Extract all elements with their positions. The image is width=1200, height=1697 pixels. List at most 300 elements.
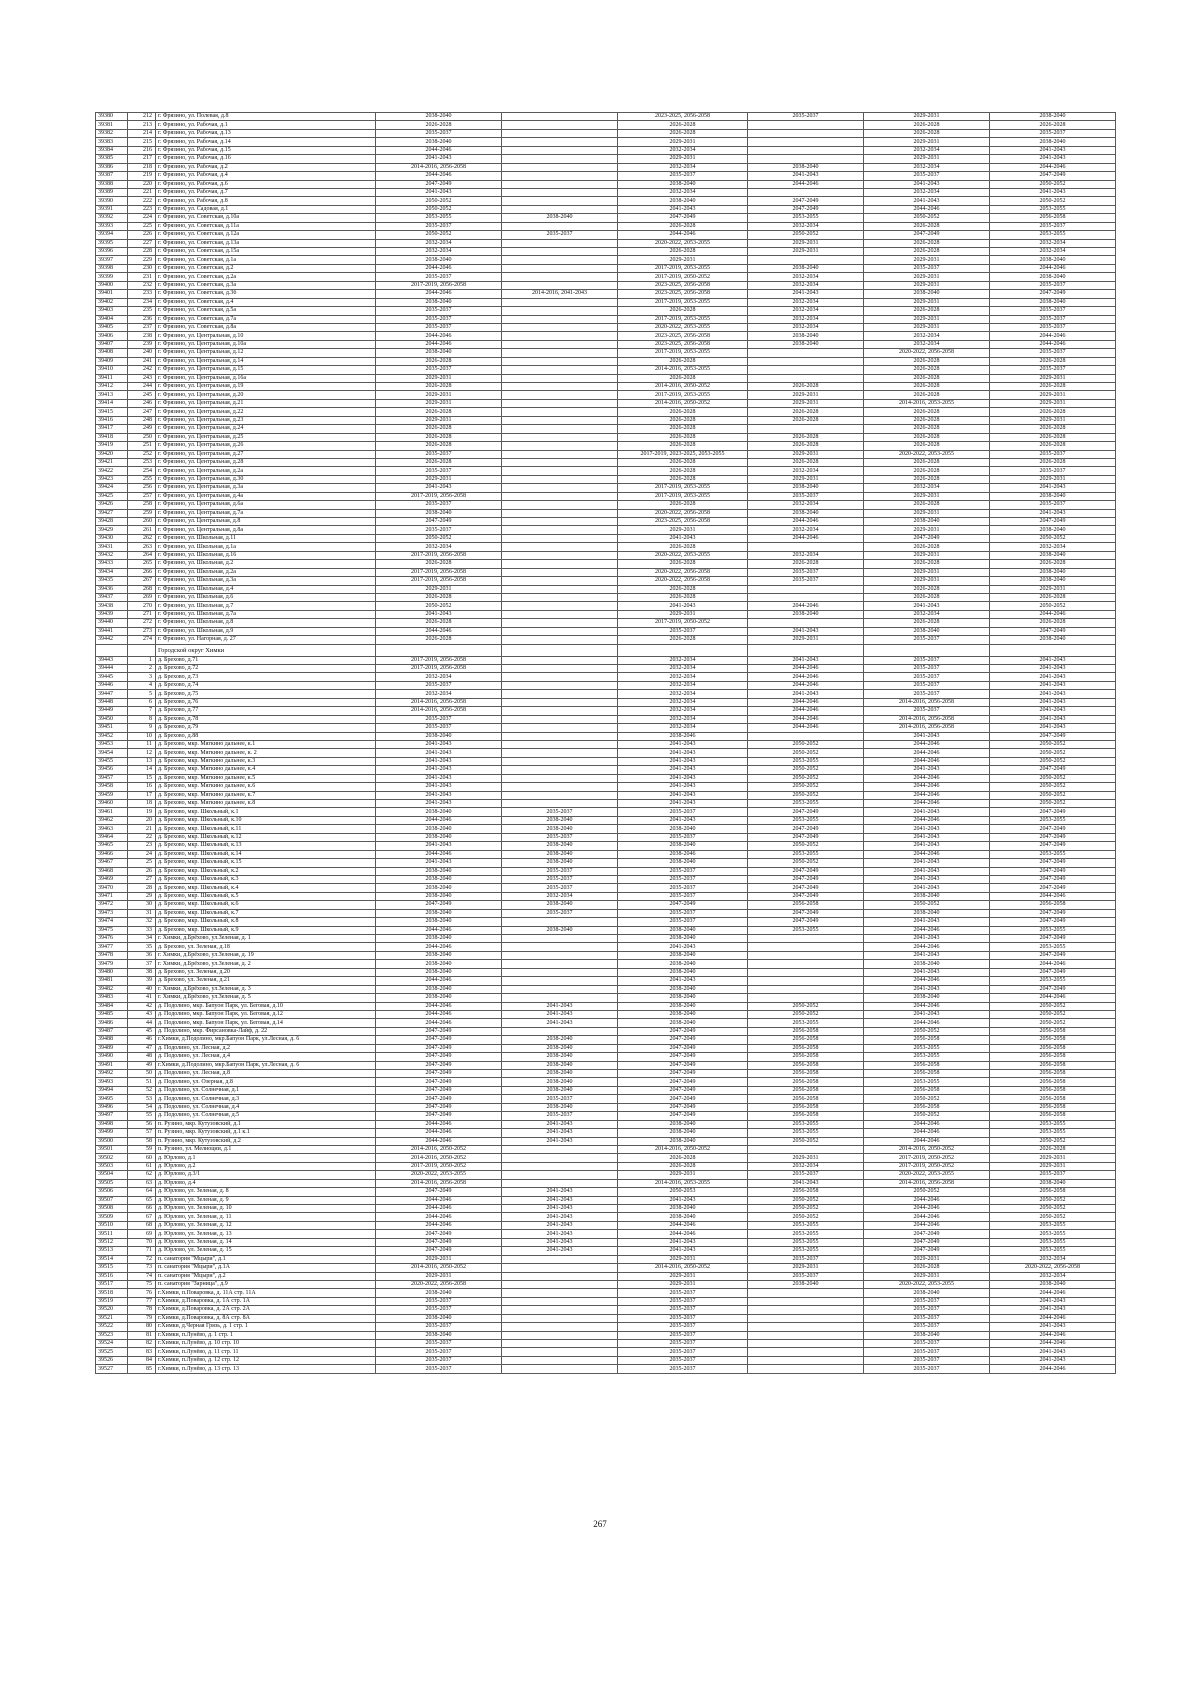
period-cell-6: 2050-2052 [990, 800, 1116, 808]
row-number-cell: 15 [128, 774, 156, 782]
period-cell-2 [502, 977, 618, 985]
period-cell-3: 2035-2037 [618, 1306, 748, 1314]
address-cell: г. Фрязино, ул. Школьная, д.16 [156, 551, 376, 559]
address-cell: д. Брехово, д.74 [156, 681, 376, 689]
row-number-cell: 9 [128, 724, 156, 732]
registry-id-cell: 39472 [96, 901, 128, 909]
registry-id-cell: 39507 [96, 1196, 128, 1204]
row-number-cell: 78 [128, 1306, 156, 1314]
period-cell-4: 2056-2058 [748, 1086, 864, 1094]
table-row [96, 926, 1116, 934]
table-row [96, 698, 1116, 706]
table-row [96, 665, 1116, 673]
registry-id-cell: 39499 [96, 1129, 128, 1137]
period-cell-2: 2038-2040 [502, 926, 618, 934]
period-cell-5: 2050-2052 [864, 214, 990, 222]
period-cell-2 [502, 1255, 618, 1263]
period-cell-4 [748, 951, 864, 959]
period-cell-2 [502, 602, 618, 610]
period-cell-3: 2038-2040 [618, 842, 748, 850]
period-cell-6: 2035-2037 [990, 323, 1116, 331]
period-cell-2 [502, 994, 618, 1002]
row-number-cell: 10 [128, 732, 156, 740]
period-cell-1: 2050-2052 [376, 231, 502, 239]
registry-id-cell: 39497 [96, 1112, 128, 1120]
period-cell-1: 2029-2031 [376, 1255, 502, 1263]
period-cell-4 [748, 256, 864, 264]
period-cell-2: 2014-2016, 2041-2043 [502, 290, 618, 298]
period-cell-4 [748, 985, 864, 993]
registry-id-cell: 39461 [96, 808, 128, 816]
row-number-cell: 253 [128, 458, 156, 466]
period-cell-5: 2029-2031 [864, 577, 990, 585]
period-cell-4: 2032-2034 [748, 273, 864, 281]
address-cell: г. Фрязино, ул. Советская, д.15а [156, 248, 376, 256]
row-number-cell: 270 [128, 602, 156, 610]
registry-id-cell: 39484 [96, 1002, 128, 1010]
address-cell: г. Фрязино, ул. Центральная, д.22 [156, 408, 376, 416]
period-cell-1: 2041-2043 [376, 610, 502, 618]
address-cell: г. Фрязино, ул. Школьная, д.6 [156, 593, 376, 601]
table-row [96, 399, 1116, 407]
period-cell-1: 2047-2049 [376, 1238, 502, 1246]
row-number-cell: 29 [128, 892, 156, 900]
table-row [96, 602, 1116, 610]
period-cell-4: 2041-2043 [748, 627, 864, 635]
period-cell-1: 2044-2046 [376, 1221, 502, 1229]
period-cell-1: 2029-2031 [376, 585, 502, 593]
period-cell-6: 2041-2043 [990, 690, 1116, 698]
period-cell-1: 2035-2037 [376, 1340, 502, 1348]
table-row [96, 867, 1116, 875]
period-cell-3: 2032-2034 [618, 715, 748, 723]
period-cell-1: 2041-2043 [376, 774, 502, 782]
period-cell-1: 2038-2040 [376, 968, 502, 976]
period-cell-4: 2035-2037 [748, 113, 864, 121]
period-cell-1: 2032-2034 [376, 543, 502, 551]
address-cell: д. Юрлово, ул. Зеленая, д. 14 [156, 1238, 376, 1246]
period-cell-3: 2026-2028 [618, 416, 748, 424]
period-cell-5: 2026-2028 [864, 408, 990, 416]
period-cell-6: 2029-2031 [990, 585, 1116, 593]
registry-id-cell: 39392 [96, 214, 128, 222]
period-cell-1: 2035-2037 [376, 129, 502, 137]
period-cell-3: 2032-2034 [618, 673, 748, 681]
period-cell-4: 2026-2028 [748, 458, 864, 466]
table-row [96, 484, 1116, 492]
period-cell-2 [502, 349, 618, 357]
period-cell-5: 2044-2046 [864, 926, 990, 934]
address-cell: г. Фрязино, ул. Центральная, д.10 [156, 332, 376, 340]
period-cell-6: 2047-2049 [990, 875, 1116, 883]
table-row [96, 749, 1116, 757]
address-cell: г. Фрязино, ул. Центральная, д.25 [156, 433, 376, 441]
period-cell-1: 2035-2037 [376, 315, 502, 323]
period-cell-1: 2035-2037 [376, 1297, 502, 1305]
period-cell-4 [748, 732, 864, 740]
period-cell-5: 2047-2049 [864, 231, 990, 239]
period-cell-3: 2014-2016, 2050-2052 [618, 383, 748, 391]
period-cell-2: 2035-2037 [502, 884, 618, 892]
period-cell-1 [376, 644, 502, 656]
row-number-cell: 84 [128, 1356, 156, 1364]
period-cell-1: 2038-2040 [376, 875, 502, 883]
table-row [96, 774, 1116, 782]
registry-id-cell: 39487 [96, 1027, 128, 1035]
period-cell-4 [748, 644, 864, 656]
registry-id-cell: 39434 [96, 568, 128, 576]
address-cell: д. Брехово, д.75 [156, 690, 376, 698]
period-cell-3: 2026-2028 [618, 1154, 748, 1162]
register-sheet [95, 112, 1115, 1374]
row-number-cell: 20 [128, 816, 156, 824]
period-cell-4: 2050-2052 [748, 740, 864, 748]
period-cell-3: 2041-2043 [618, 602, 748, 610]
period-cell-5: 2032-2034 [864, 610, 990, 618]
period-cell-4 [748, 155, 864, 163]
table-row [96, 391, 1116, 399]
period-cell-5: 2032-2034 [864, 484, 990, 492]
row-number-cell: 30 [128, 901, 156, 909]
table-row [96, 273, 1116, 281]
row-number-cell: 233 [128, 290, 156, 298]
address-cell: г. Фрязино, ул. Школьная, д.2 [156, 560, 376, 568]
table-row [96, 315, 1116, 323]
period-cell-5: 2050-2052 [864, 1095, 990, 1103]
address-cell: г. Фрязино, ул. Рабочая, д.7 [156, 188, 376, 196]
period-cell-1: 2026-2028 [376, 619, 502, 627]
period-cell-6: 2050-2052 [990, 180, 1116, 188]
period-cell-3: 2038-2040 [618, 1019, 748, 1027]
period-cell-5: 2041-2043 [864, 884, 990, 892]
period-cell-5: 2044-2046 [864, 1205, 990, 1213]
period-cell-4: 2053-2055 [748, 816, 864, 824]
address-cell: г.Химки, п.Лунёво, д. 12 стр. 12 [156, 1356, 376, 1364]
registry-id-cell: 39512 [96, 1238, 128, 1246]
period-cell-5: 2041-2043 [864, 867, 990, 875]
period-cell-3: 2026-2028 [618, 458, 748, 466]
table-row [96, 977, 1116, 985]
table-row [96, 960, 1116, 968]
row-number-cell: 70 [128, 1238, 156, 1246]
registry-id-cell: 39409 [96, 357, 128, 365]
period-cell-1: 2047-2049 [376, 1247, 502, 1255]
period-cell-6: 2035-2037 [990, 222, 1116, 230]
period-cell-5: 2041-2043 [864, 766, 990, 774]
registry-id-cell: 39443 [96, 656, 128, 664]
period-cell-3: 2029-2031 [618, 1272, 748, 1280]
period-cell-5: 2044-2046 [864, 850, 990, 858]
period-cell-2: 2038-2040 [502, 816, 618, 824]
period-cell-2 [502, 774, 618, 782]
table-row [96, 1365, 1116, 1373]
period-cell-5: 2029-2031 [864, 551, 990, 559]
registry-id-cell: 39525 [96, 1348, 128, 1356]
row-number-cell: 60 [128, 1154, 156, 1162]
row-number-cell: 256 [128, 484, 156, 492]
row-number-cell: 37 [128, 960, 156, 968]
period-cell-3: 2020-2022, 2053-2055 [618, 239, 748, 247]
period-cell-6: 2041-2043 [990, 484, 1116, 492]
period-cell-2 [502, 943, 618, 951]
row-number-cell: 12 [128, 749, 156, 757]
registry-id-cell: 39416 [96, 416, 128, 424]
registry-id-cell: 39515 [96, 1264, 128, 1272]
period-cell-2: 2041-2043 [502, 1221, 618, 1229]
period-cell-1: 2047-2049 [376, 1027, 502, 1035]
period-cell-2 [502, 707, 618, 715]
address-cell: г. Фрязино, ул. Советская, д.8а [156, 323, 376, 331]
registry-id-cell: 39438 [96, 602, 128, 610]
period-cell-5: 2026-2028 [864, 585, 990, 593]
period-cell-5: 2026-2028 [864, 357, 990, 365]
period-cell-1: 2035-2037 [376, 1356, 502, 1364]
period-cell-3: 2026-2028 [618, 433, 748, 441]
period-cell-5: 2026-2028 [864, 619, 990, 627]
period-cell-5: 2035-2037 [864, 1306, 990, 1314]
registry-id-cell: 39413 [96, 391, 128, 399]
period-cell-5: 2014-2016, 2056-2058 [864, 1179, 990, 1187]
period-cell-3: 2044-2046 [618, 1230, 748, 1238]
period-cell-3: 2017-2019, 2023-2025, 2053-2055 [618, 450, 748, 458]
period-cell-4: 2050-2052 [748, 1213, 864, 1221]
period-cell-1: 2044-2046 [376, 1213, 502, 1221]
period-cell-1: 2041-2043 [376, 757, 502, 765]
table-row [96, 968, 1116, 976]
period-cell-2: 2041-2043 [502, 1230, 618, 1238]
period-cell-1: 2044-2046 [376, 943, 502, 951]
table-row [96, 901, 1116, 909]
period-cell-6: 2044-2046 [990, 264, 1116, 272]
period-cell-4: 2050-2052 [748, 1137, 864, 1145]
address-cell: г. Фрязино, ул. Центральная, д.10а [156, 340, 376, 348]
period-cell-5: 2038-2040 [864, 909, 990, 917]
period-cell-2 [502, 610, 618, 618]
period-cell-5 [864, 644, 990, 656]
row-number-cell: 46 [128, 1036, 156, 1044]
registry-id-cell: 39411 [96, 374, 128, 382]
period-cell-3: 2026-2028 [618, 357, 748, 365]
period-cell-6: 2044-2046 [990, 610, 1116, 618]
row-number-cell: 218 [128, 163, 156, 171]
period-cell-5: 2044-2046 [864, 749, 990, 757]
period-cell-5: 2026-2028 [864, 239, 990, 247]
period-cell-1: 2044-2046 [376, 977, 502, 985]
period-cell-3: 2041-2043 [618, 1238, 748, 1246]
period-cell-6: 2050-2052 [990, 197, 1116, 205]
registry-id-cell: 39465 [96, 842, 128, 850]
period-cell-3: 2026-2028 [618, 560, 748, 568]
period-cell-6: 2050-2052 [990, 1213, 1116, 1221]
period-cell-2 [502, 188, 618, 196]
address-cell: г. Фрязино, ул. Центральная, д.8а [156, 526, 376, 534]
period-cell-4 [748, 121, 864, 129]
period-cell-4: 2044-2046 [748, 698, 864, 706]
period-cell-3: 2023-2025, 2056-2058 [618, 518, 748, 526]
period-cell-1: 2038-2040 [376, 960, 502, 968]
period-cell-5: 2026-2028 [864, 475, 990, 483]
table-row [96, 492, 1116, 500]
period-cell-1: 2047-2049 [376, 1036, 502, 1044]
address-cell: п. Рузино, мкр. Кутузовский, д.1 [156, 1120, 376, 1128]
period-cell-3: 2017-2019, 2053-2055 [618, 298, 748, 306]
period-cell-2 [502, 467, 618, 475]
registry-id-cell: 39391 [96, 205, 128, 213]
table-row [96, 180, 1116, 188]
table-row [96, 1238, 1116, 1246]
table-row [96, 884, 1116, 892]
row-number-cell: 31 [128, 909, 156, 917]
period-cell-4: 2029-2031 [748, 399, 864, 407]
period-cell-5: 2026-2028 [864, 560, 990, 568]
period-cell-5: 2014-2016, 2050-2052 [864, 1145, 990, 1153]
period-cell-3: 2041-2043 [618, 774, 748, 782]
period-cell-5: 2026-2028 [864, 501, 990, 509]
period-cell-5: 2041-2043 [864, 808, 990, 816]
period-cell-4: 2038-2040 [748, 163, 864, 171]
period-cell-6: 2041-2043 [990, 1356, 1116, 1364]
period-cell-2 [502, 172, 618, 180]
period-cell-5: 2053-2055 [864, 1053, 990, 1061]
registry-id-cell: 39385 [96, 155, 128, 163]
period-cell-2 [502, 690, 618, 698]
period-cell-3: 2026-2028 [618, 475, 748, 483]
period-cell-3: 2038-2040 [618, 926, 748, 934]
period-cell-2: 2038-2040 [502, 850, 618, 858]
period-cell-2 [502, 568, 618, 576]
period-cell-2 [502, 1162, 618, 1170]
period-cell-6: 2026-2028 [990, 383, 1116, 391]
period-cell-3: 2032-2034 [618, 724, 748, 732]
period-cell-5: 2044-2046 [864, 1137, 990, 1145]
row-number-cell: 65 [128, 1196, 156, 1204]
period-cell-2: 2041-2043 [502, 1137, 618, 1145]
period-cell-3: 2026-2028 [618, 222, 748, 230]
period-cell-3: 2047-2049 [618, 1027, 748, 1035]
registry-id-cell: 39518 [96, 1289, 128, 1297]
registry-id-cell: 39523 [96, 1331, 128, 1339]
period-cell-3: 2020-2022, 2056-2058 [618, 577, 748, 585]
table-row [96, 1255, 1116, 1263]
period-cell-5: 2035-2037 [864, 707, 990, 715]
table-row [96, 1230, 1116, 1238]
period-cell-2 [502, 551, 618, 559]
period-cell-2 [502, 163, 618, 171]
period-cell-5: 2014-2016, 2053-2055 [864, 399, 990, 407]
period-cell-5: 2041-2043 [864, 935, 990, 943]
table-row [96, 433, 1116, 441]
row-number-cell: 228 [128, 248, 156, 256]
period-cell-4: 2041-2043 [748, 172, 864, 180]
period-cell-3: 2029-2031 [618, 1280, 748, 1288]
period-cell-4: 2032-2034 [748, 281, 864, 289]
period-cell-3: 2026-2028 [618, 129, 748, 137]
address-cell: д. Брехово, мкр. Школьный, к.11 [156, 825, 376, 833]
period-cell-3: 2026-2028 [618, 425, 748, 433]
registry-id-cell: 39458 [96, 783, 128, 791]
period-cell-1: 2044-2046 [376, 1002, 502, 1010]
period-cell-1: 2035-2037 [376, 366, 502, 374]
period-cell-6: 2047-2049 [990, 918, 1116, 926]
period-cell-6: 2047-2049 [990, 833, 1116, 841]
period-cell-3: 2047-2049 [618, 1036, 748, 1044]
period-cell-4: 2053-2055 [748, 757, 864, 765]
period-cell-1: 2026-2028 [376, 408, 502, 416]
period-cell-3: 2017-2019, 2053-2055 [618, 349, 748, 357]
period-cell-4: 2044-2046 [748, 180, 864, 188]
period-cell-1: 2017-2019, 2056-2058 [376, 665, 502, 673]
row-number-cell: 17 [128, 791, 156, 799]
period-cell-1: 2050-2052 [376, 205, 502, 213]
address-cell: д. Брехово, д.73 [156, 673, 376, 681]
period-cell-1: 2038-2040 [376, 298, 502, 306]
period-cell-3: 2014-2016, 2050-2052 [618, 1145, 748, 1153]
registry-id-cell: 39399 [96, 273, 128, 281]
period-cell-1: 2044-2046 [376, 926, 502, 934]
row-number-cell: 246 [128, 399, 156, 407]
address-cell: г. Фрязино, ул. Центральная, д.12 [156, 349, 376, 357]
registry-id-cell: 39418 [96, 433, 128, 441]
registry-id-cell: 39451 [96, 724, 128, 732]
period-cell-3: 2032-2034 [618, 656, 748, 664]
period-cell-5: 2020-2022, 2053-2055 [864, 1280, 990, 1288]
table-row [96, 374, 1116, 382]
period-cell-5: 2056-2058 [864, 1070, 990, 1078]
table-row [96, 534, 1116, 542]
address-cell: г. Фрязино, ул. Рабочая, д.4 [156, 172, 376, 180]
period-cell-4: 2035-2037 [748, 1255, 864, 1263]
address-cell: г. Фрязино, ул. Школьная, д.1а [156, 543, 376, 551]
period-cell-1: 2038-2040 [376, 935, 502, 943]
period-cell-4: 2047-2049 [748, 875, 864, 883]
period-cell-6: 2032-2034 [990, 1272, 1116, 1280]
table-row [96, 357, 1116, 365]
period-cell-4: 2053-2055 [748, 1019, 864, 1027]
period-cell-3: 2023-2025, 2056-2058 [618, 113, 748, 121]
period-cell-1: 2029-2031 [376, 399, 502, 407]
period-cell-2: 2041-2043 [502, 1238, 618, 1246]
period-cell-4: 2029-2031 [748, 1154, 864, 1162]
address-cell: г. Фрязино, ул. Школьная, д.7а [156, 610, 376, 618]
period-cell-4: 2044-2046 [748, 724, 864, 732]
address-cell: г. Фрязино, ул. Полевая, д.8 [156, 113, 376, 121]
period-cell-1: 2038-2040 [376, 985, 502, 993]
period-cell-3: 2041-2043 [618, 757, 748, 765]
period-cell-1: 2029-2031 [376, 1272, 502, 1280]
row-number-cell: 67 [128, 1213, 156, 1221]
period-cell-3: 2035-2037 [618, 1365, 748, 1373]
period-cell-4: 2047-2049 [748, 197, 864, 205]
address-cell: д. Юрлово, д.3/1 [156, 1171, 376, 1179]
table-row [96, 307, 1116, 315]
address-cell: д. Брехово, мкр. Школьный, к.13 [156, 842, 376, 850]
address-cell: д. Брехово, мкр. Мягкино дальнее, к.1 [156, 740, 376, 748]
period-cell-2: 2038-2040 [502, 1086, 618, 1094]
period-cell-2 [502, 681, 618, 689]
table-row [96, 1145, 1116, 1153]
registry-id-cell: 39431 [96, 543, 128, 551]
period-cell-2 [502, 450, 618, 458]
registry-id-cell: 39471 [96, 892, 128, 900]
period-cell-5: 2047-2049 [864, 534, 990, 542]
registry-id-cell: 39390 [96, 197, 128, 205]
row-number-cell: 241 [128, 357, 156, 365]
period-cell-4: 2053-2055 [748, 214, 864, 222]
period-cell-2: 2038-2040 [502, 842, 618, 850]
period-cell-2: 2041-2043 [502, 1205, 618, 1213]
period-cell-4 [748, 1331, 864, 1339]
period-cell-2 [502, 740, 618, 748]
